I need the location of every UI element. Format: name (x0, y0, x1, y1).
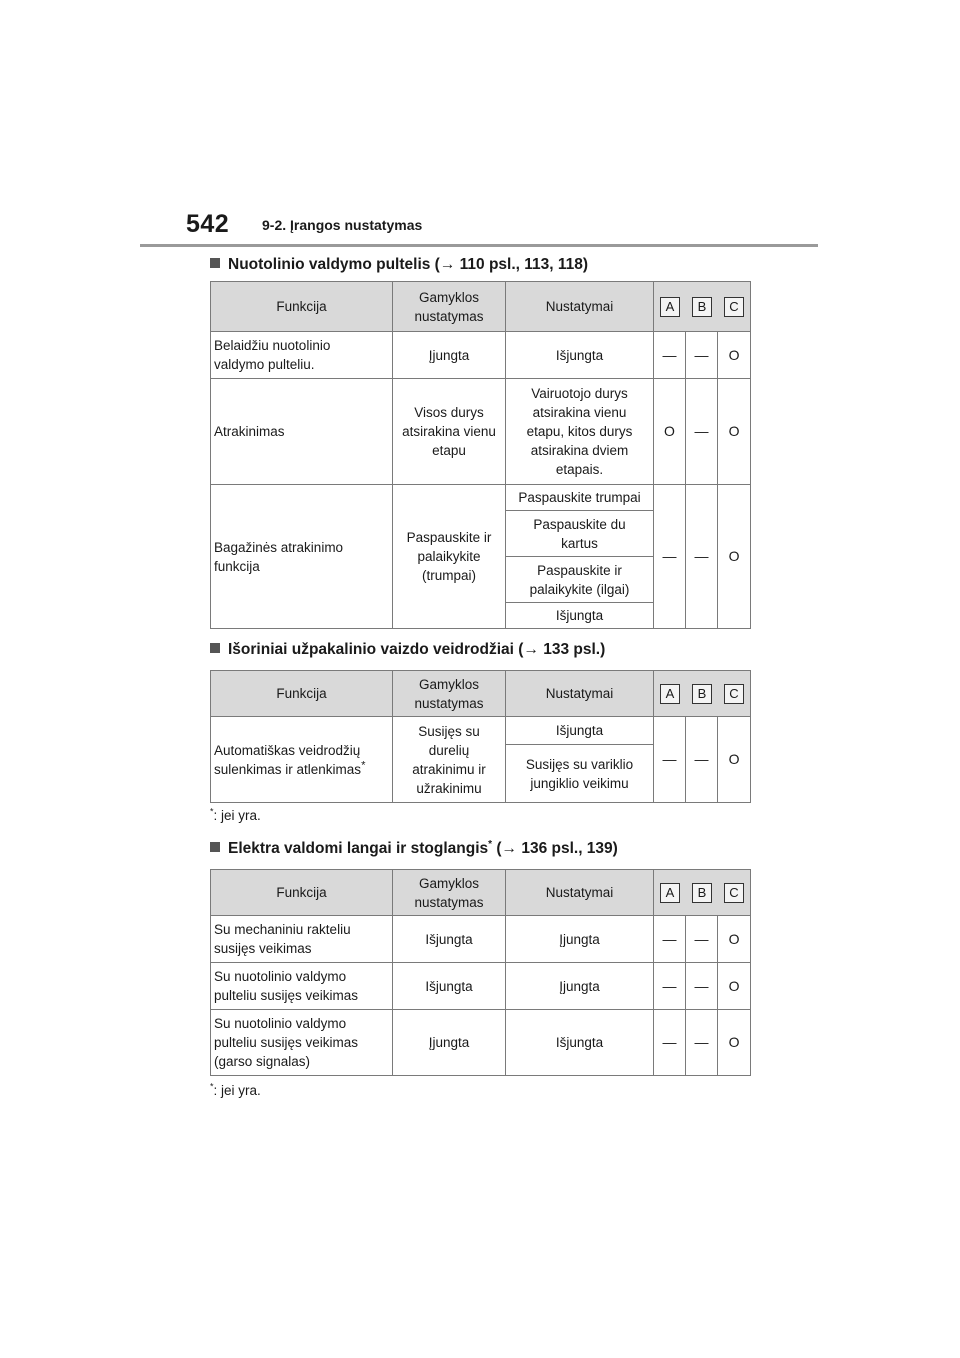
arrow-right-icon: → (501, 840, 518, 857)
remote-settings-table (210, 281, 751, 629)
letter-b-icon: B (692, 297, 712, 317)
setting-cell: Išjungta (506, 1010, 654, 1076)
default-cell: Paspauskite ir palaikykite (trumpai) (393, 485, 506, 629)
column-header-abc (654, 671, 751, 717)
setting-cell: Paspauskite ir palaikykite (ilgai) (506, 557, 654, 603)
section-heading-remote: Nuotolinio valdymo pultelis (→ 110 psl., 113, 118) (210, 256, 588, 274)
col-c-value: O (718, 963, 751, 1010)
bullet-square-icon (210, 258, 220, 268)
col-b-value: — (686, 1010, 718, 1076)
function-cell: Su mechaniniu rakteliu susijęs veikimas (211, 916, 393, 963)
table-row (211, 332, 751, 379)
default-cell: Išjungta (393, 963, 506, 1010)
letter-c-icon: C (724, 684, 744, 704)
col-a-value: — (654, 717, 686, 803)
header-divider (140, 244, 818, 247)
column-header-abc (654, 282, 751, 332)
col-c-value: O (718, 916, 751, 963)
setting-cell: Paspauskite trumpai (506, 485, 654, 511)
setting-cell: Įjungta (506, 963, 654, 1010)
col-a-value: O (654, 379, 686, 485)
setting-cell: Vairuotojo durys atsirakina vienu etapu, kitos durys atsirakina dviem etapais. (506, 379, 654, 485)
column-header-function: Funkcija (211, 671, 393, 717)
column-header-setting: Nustatymai (506, 671, 654, 717)
section-heading-windows: Elektra valdomi langai ir stoglangis* (→ 136 psl., 139) (210, 840, 618, 858)
section-title: 9-2. Įrangos nustatymas (262, 217, 423, 233)
column-header-default: Gamyklos nustatymas (393, 671, 506, 717)
column-header-default: Gamyklos nustatymas (393, 870, 506, 916)
column-header-default: Gamyklos nustatymas (393, 282, 506, 332)
table-row (211, 963, 751, 1010)
section-heading-mirrors: Išoriniai užpakalinio vaizdo veidrodžiai (→ 133 psl.) (210, 641, 605, 659)
function-cell: Belaidžiu nuotolinio valdymo pulteliu. (211, 332, 393, 379)
setting-cell: Išjungta (506, 332, 654, 379)
table-header-row (211, 671, 751, 717)
col-c-value: O (718, 717, 751, 803)
default-cell: Susijęs su durelių atrakinimu ir užrakinimu (393, 717, 506, 803)
column-header-abc (654, 870, 751, 916)
default-cell: Išjungta (393, 916, 506, 963)
footnote: *: jei yra. (210, 806, 261, 823)
table-row (211, 717, 751, 745)
col-a-value: — (654, 485, 686, 629)
setting-cell: Susijęs su variklio jungiklio veikimu (506, 745, 654, 803)
column-header-function: Funkcija (211, 870, 393, 916)
letter-a-icon: A (660, 297, 680, 317)
column-header-setting: Nustatymai (506, 282, 654, 332)
col-a-value: — (654, 1010, 686, 1076)
letter-b-icon: B (692, 883, 712, 903)
function-cell: Atrakinimas (211, 379, 393, 485)
default-cell: Įjungta (393, 1010, 506, 1076)
letter-b-icon: B (692, 684, 712, 704)
col-a-value: — (654, 332, 686, 379)
col-a-value: — (654, 916, 686, 963)
function-cell: Automatiškas veidrodžių sulenkimas ir atlenkimas* (211, 717, 393, 803)
default-cell: Visos durys atsirakina vienu etapu (393, 379, 506, 485)
windows-settings-table (210, 869, 751, 1076)
col-a-value: — (654, 963, 686, 1010)
setting-cell: Išjungta (506, 603, 654, 629)
bullet-square-icon (210, 643, 220, 653)
letter-c-icon: C (724, 297, 744, 317)
page-number: 542 (186, 210, 230, 238)
col-c-value: O (718, 1010, 751, 1076)
setting-cell: Išjungta (506, 717, 654, 745)
col-b-value: — (686, 379, 718, 485)
table-row (211, 485, 751, 511)
col-b-value: — (686, 485, 718, 629)
letter-a-icon: A (660, 684, 680, 704)
col-c-value: O (718, 485, 751, 629)
column-header-function: Funkcija (211, 282, 393, 332)
table-header-row (211, 870, 751, 916)
arrow-right-icon: → (439, 256, 456, 273)
setting-cell: Paspauskite du kartus (506, 511, 654, 557)
function-cell: Bagažinės atrakinimo funkcija (211, 485, 393, 629)
col-b-value: — (686, 717, 718, 803)
setting-cell: Įjungta (506, 916, 654, 963)
function-cell: Su nuotolinio valdymo pulteliu susijęs veikimas (garso signalas) (211, 1010, 393, 1076)
column-header-setting: Nustatymai (506, 870, 654, 916)
table-header-row (211, 282, 751, 332)
footnote: *: jei yra. (210, 1081, 261, 1098)
function-cell: Su nuotolinio valdymo pulteliu susijęs veikimas (211, 963, 393, 1010)
letter-a-icon: A (660, 883, 680, 903)
default-cell: Įjungta (393, 332, 506, 379)
arrow-right-icon: → (523, 641, 539, 658)
mirror-settings-table (210, 670, 751, 803)
col-b-value: — (686, 916, 718, 963)
table-row (211, 379, 751, 485)
letter-c-icon: C (724, 883, 744, 903)
bullet-square-icon (210, 842, 220, 852)
table-row (211, 916, 751, 963)
col-b-value: — (686, 332, 718, 379)
col-b-value: — (686, 963, 718, 1010)
table-row (211, 1010, 751, 1076)
col-c-value: O (718, 332, 751, 379)
col-c-value: O (718, 379, 751, 485)
